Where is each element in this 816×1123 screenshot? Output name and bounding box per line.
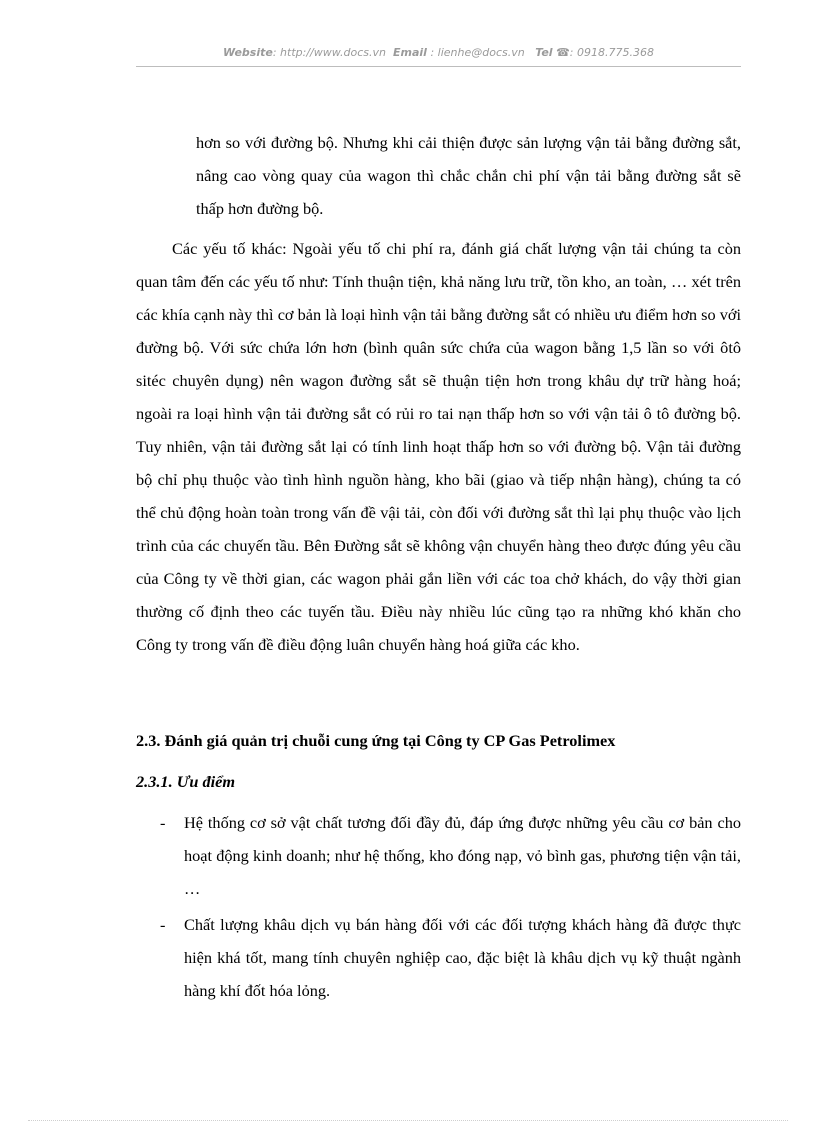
website-label: Website (223, 46, 273, 59)
header-divider (136, 66, 741, 67)
bullet-dash: - (160, 915, 166, 934)
tel-value: : 0918.775.368 (569, 46, 654, 59)
list-item-text: Hệ thống cơ sở vật chất tương đối đầy đủ, đáp ứng được những yêu cầu cơ bản cho hoạt động kinh doanh; như hệ thống, kho đóng nạp, vỏ bình gas, phương tiện vận tải, … (184, 813, 741, 898)
tel-label: Tel (535, 46, 553, 59)
bullet-dash: - (160, 813, 166, 832)
email-value: : lienhe@docs.vn (430, 46, 525, 59)
list-item (136, 806, 741, 905)
list-item-text: Chất lượng khâu dịch vụ bán hàng đối với các đối tượng khách hàng đã được thực hiện khá tốt, mang tính chuyên nghiệp cao, đặc biệt là khâu dịch vụ kỹ thuật ngành hàng khí đốt hóa lỏng. (184, 915, 741, 1000)
list-item (136, 908, 741, 1007)
page-header (136, 46, 741, 59)
footer-divider (28, 1120, 788, 1121)
phone-icon: ☎ (556, 46, 570, 59)
email-label: Email (393, 46, 427, 59)
paragraph-continued: hơn so với đường bộ. Nhưng khi cải thiện được sản lượng vận tải bằng đường sắt, nâng cao vòng quay của wagon thì chắc chắn chi phí vận tải bằng đường sắt sẽ thấp hơn đường bộ. (196, 133, 741, 218)
paragraph-other-factors: Các yếu tố khác: Ngoài yếu tố chi phí ra, đánh giá chất lượng vận tải chúng ta còn quan tâm đến các yếu tố như: Tính thuận tiện, khả năng lưu trữ, tồn kho, an toàn, … xét trên các khía cạnh này thì cơ bản là loại hình vận tải bằng đường sắt có nhiều ưu điểm hơn so với đường bộ. Với sức chứa lớn hơn (bình quân sức chứa của wagon bằng 1,5 lần so với ôtô sitéc chuyên dụng) nên wagon đường sắt sẽ thuận tiện hơn trong khâu dự trữ hàng hoá; ngoài ra loại hình vận tải đường sắt có rủi ro tai nạn thấp hơn so với vận tải ô tô đường bộ. Tuy nhiên, vận tải đường sắt lại có tính linh hoạt thấp hơn so với đường bộ. Vận tải đường bộ chỉ phụ thuộc vào tình hình nguồn hàng, kho bãi (giao và tiếp nhận hàng), chúng ta có thể chủ động hoàn toàn trong vấn đề vậi tải, còn đối với đường sắt thì lại phụ thuộc vào lịch trình của các chuyến tầu. Bên Đường sắt sẽ không vận chuyển hàng theo được đúng yêu cầu của Công ty về thời gian, các wagon phải gắn liền với các toa chở khách, do vậy thời gian thường cố định theo các tuyến tầu. Điều này nhiều lúc cũng tạo ra những khó khăn cho Công ty trong vấn đề điều động luân chuyển hàng hoá giữa các kho. (136, 239, 741, 654)
website-value: : http://www.docs.vn (272, 46, 387, 59)
subsection-heading: 2.3.1. Ưu điểm (136, 772, 235, 791)
section-heading: 2.3. Đánh giá quản trị chuỗi cung ứng tại Công ty CP Gas Petrolimex (136, 731, 616, 750)
